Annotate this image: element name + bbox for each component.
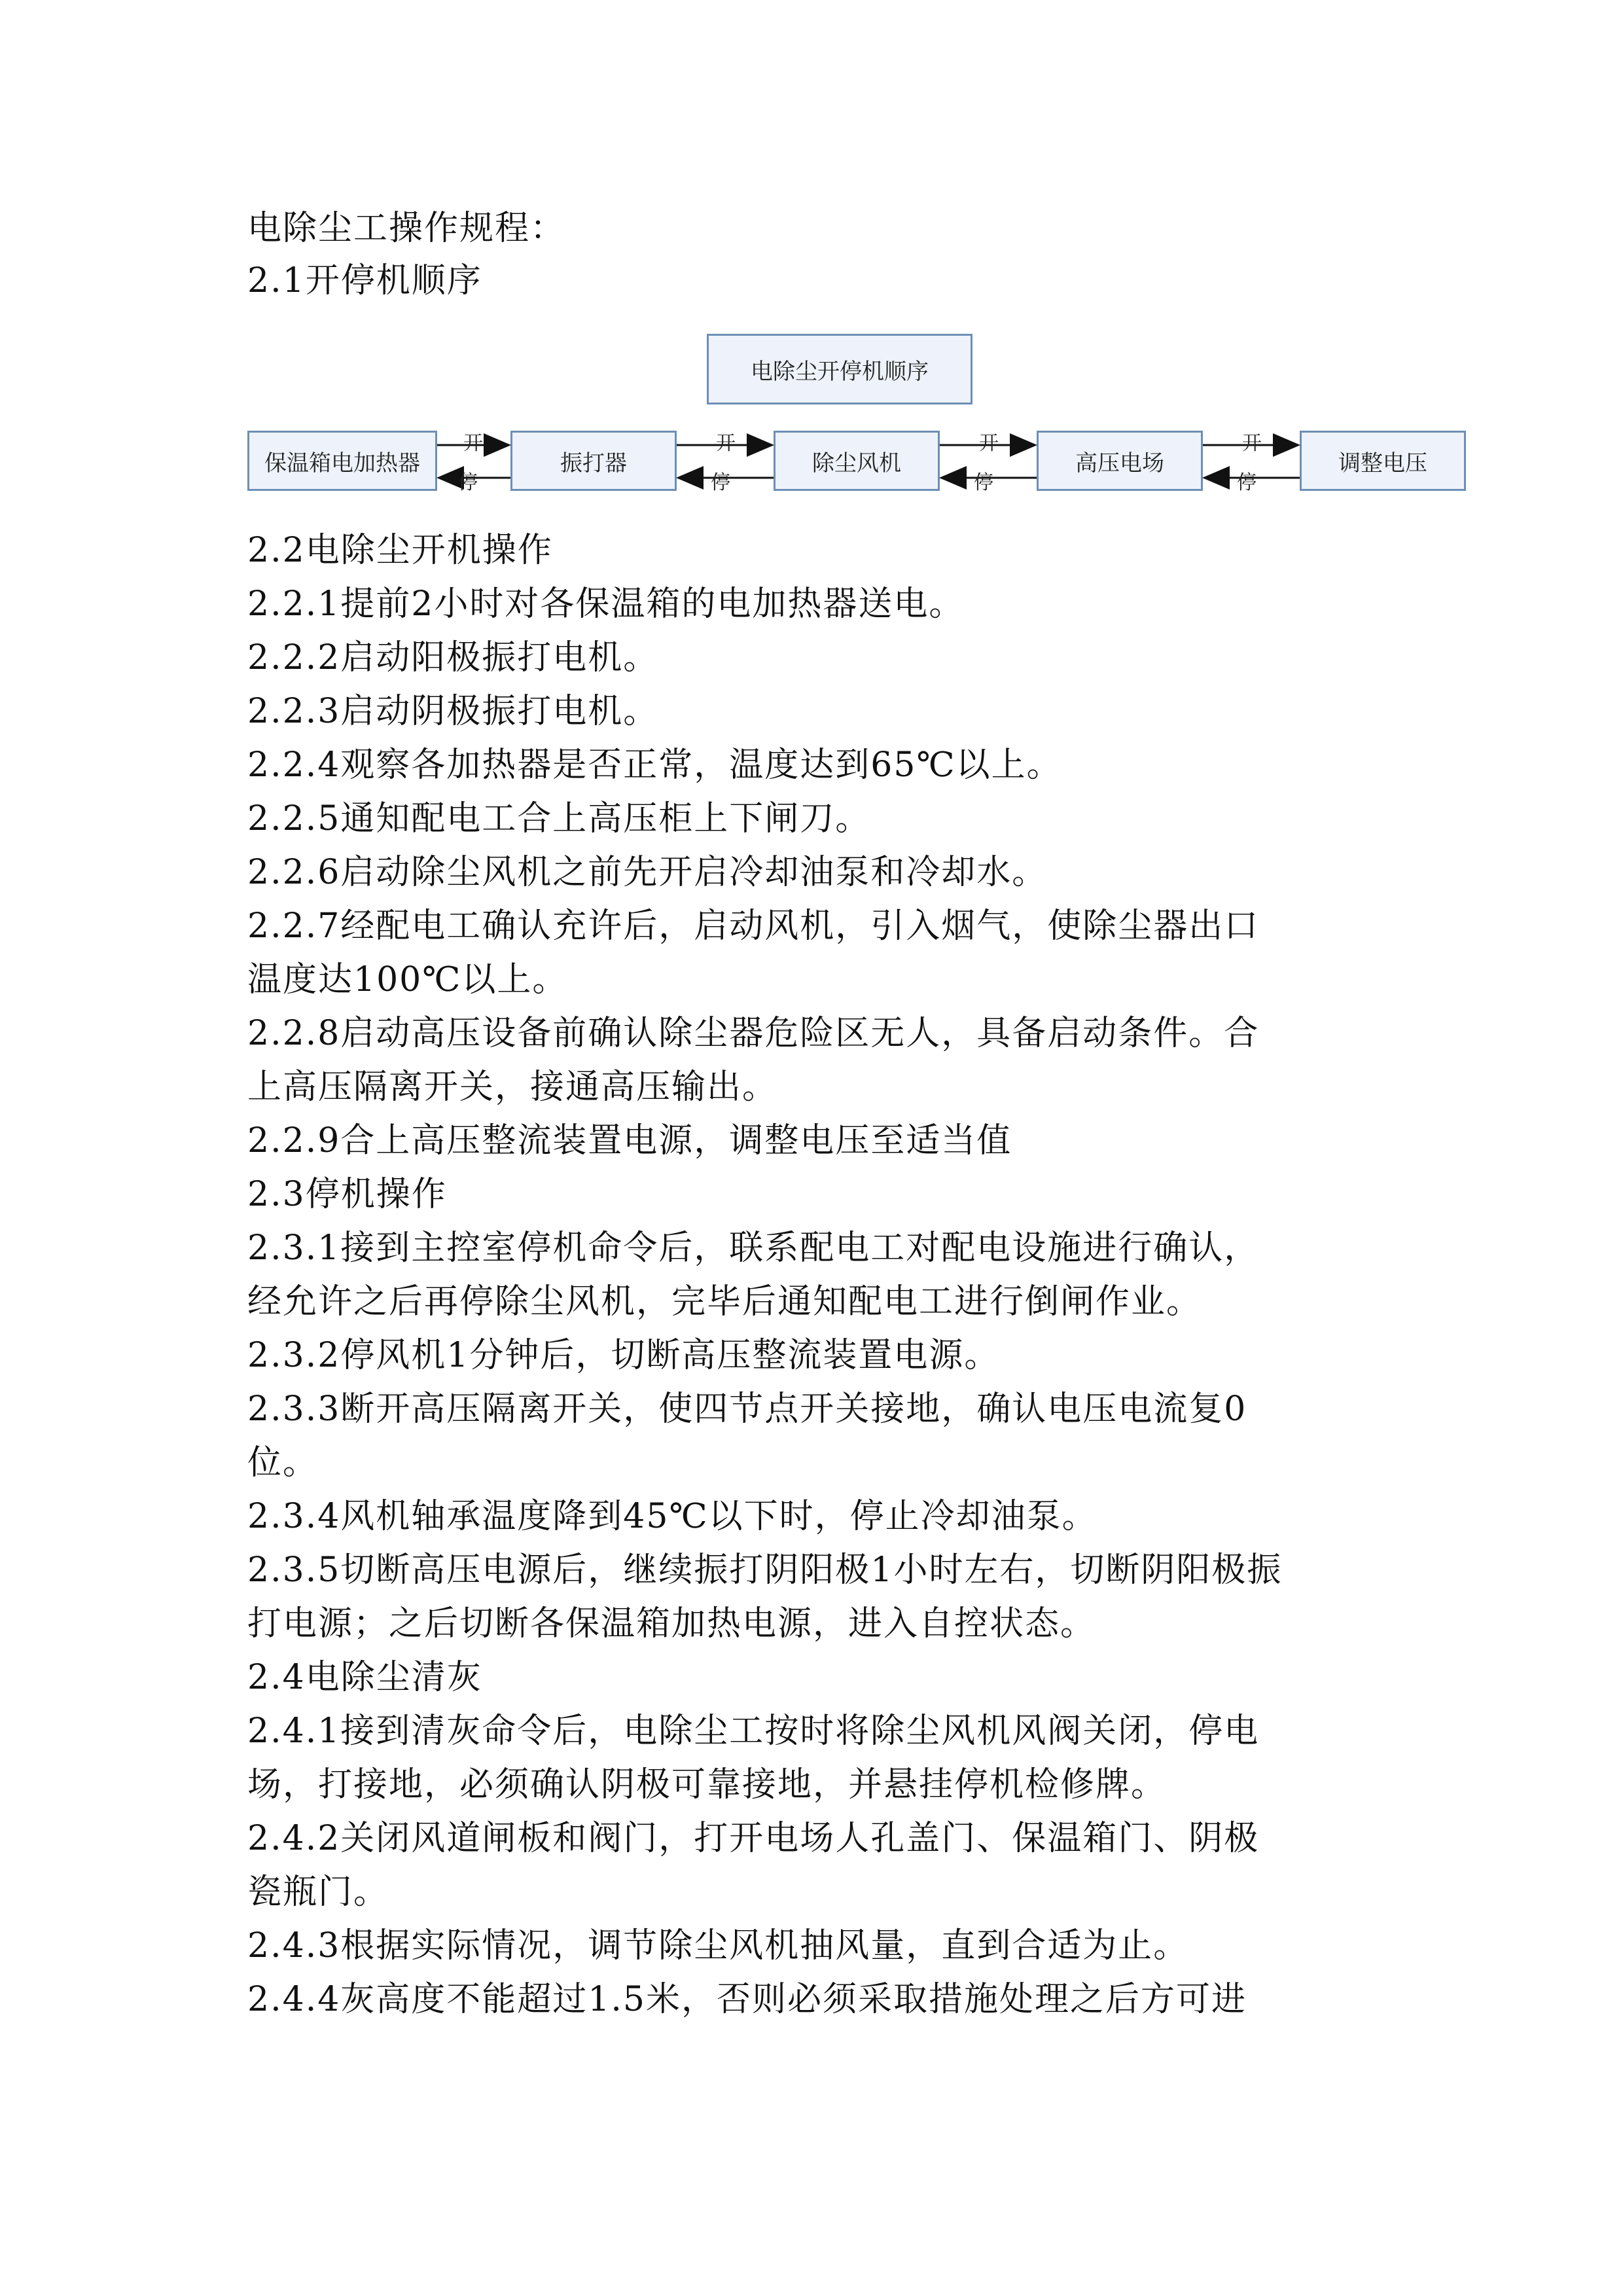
text-line: 2.3.2停风机1分钟后，切断高压整流装置电源。: [247, 1336, 1000, 1375]
text-line: 2.3.3断开高压隔离开关，使四节点开关接地，确认电压电流复0: [247, 1390, 1247, 1429]
text-line: 2.4电除尘清灰: [247, 1658, 482, 1697]
text-line: 2.2.3启动阴极振打电机。: [247, 692, 659, 731]
node-fan: 除尘风机: [774, 431, 940, 491]
text-line: 经允许之后再停除尘风机，完毕后通知配电工进行倒闸作业。: [247, 1282, 1202, 1321]
text-line: 2.3.4风机轴承温度降到45℃以下时，停止冷却油泵。: [247, 1497, 1097, 1536]
start-label: 开: [1242, 432, 1262, 455]
text-line: 2.2.6启动除尘风机之前先开启冷却油泵和冷却水。: [247, 853, 1048, 892]
node-heater: 保温箱电加热器: [247, 431, 437, 491]
text-line: 2.4.1接到清灰命令后，电除尘工按时将除尘风机风阀关闭，停电: [247, 1712, 1260, 1751]
stop-label: 停: [711, 471, 730, 494]
text-line: 2.2.1提前2小时对各保温箱的电加热器送电。: [247, 584, 965, 624]
text-line: 2.4.2关闭风道闸板和阀门，打开电场人孔盖门、保温箱门、阴极: [247, 1819, 1260, 1858]
text-line: 位。: [247, 1443, 319, 1482]
text-line: 2.3停机操作: [247, 1175, 447, 1214]
sequence-diagram: [0, 0, 1623, 524]
text-line: 瓷瓶门。: [247, 1873, 389, 1912]
text-line: 2.2.8启动高压设备前确认除尘器危险区无人，具备启动条件。合: [247, 1014, 1260, 1053]
start-label: 开: [716, 432, 736, 455]
section-heading: 2.1开停机顺序: [247, 261, 482, 300]
text-line: 2.2.2启动阳极振打电机。: [247, 638, 659, 677]
text-line: 2.3.5切断高压电源后，继续振打阴阳极1小时左右，切断阴阳极振: [247, 1551, 1283, 1590]
text-line: 2.2.9合上高压整流装置电源，调整电压至适当值: [247, 1121, 1012, 1160]
text-line: 2.2电除尘开机操作: [247, 531, 553, 570]
text-line: 2.4.4灰高度不能超过1.5米，否则必须采取措施处理之后方可进: [247, 1980, 1247, 2019]
text-line: 2.3.1接到主控室停机命令后，联系配电工对配电设施进行确认，: [247, 1229, 1260, 1268]
stop-label: 停: [1237, 471, 1257, 494]
text-line: 上高压隔离开关，接通高压输出。: [247, 1067, 778, 1107]
document-heading: 电除尘工操作规程：: [247, 209, 566, 248]
text-line: 2.2.4观察各加热器是否正常，温度达到65℃以上。: [247, 745, 1062, 785]
diagram-arrows: [0, 0, 1623, 524]
stop-label: 停: [974, 471, 993, 494]
text-line: 打电源；之后切断各保温箱加热电源，进入自控状态。: [247, 1604, 1096, 1643]
start-label: 开: [463, 432, 483, 455]
node-voltage: 调整电压: [1300, 431, 1466, 491]
stop-label: 停: [458, 471, 478, 494]
node-rapper: 振打器: [510, 431, 677, 491]
text-line: 2.4.3根据实际情况，调节除尘风机抽风量，直到合适为止。: [247, 1926, 1189, 1965]
text-line: 2.2.7经配电工确认充许后，启动风机，引入烟气，使除尘器出口: [247, 906, 1260, 946]
diagram-title-box: 电除尘开停机顺序: [707, 334, 972, 404]
text-line: 场，打接地，必须确认阴极可靠接地，并悬挂停机检修牌。: [247, 1765, 1167, 1804]
node-hv-field: 高压电场: [1037, 431, 1203, 491]
text-line: 温度达100℃以上。: [247, 960, 568, 999]
text-line: 2.2.5通知配电工合上高压柜上下闸刀。: [247, 799, 871, 838]
start-label: 开: [979, 432, 999, 455]
